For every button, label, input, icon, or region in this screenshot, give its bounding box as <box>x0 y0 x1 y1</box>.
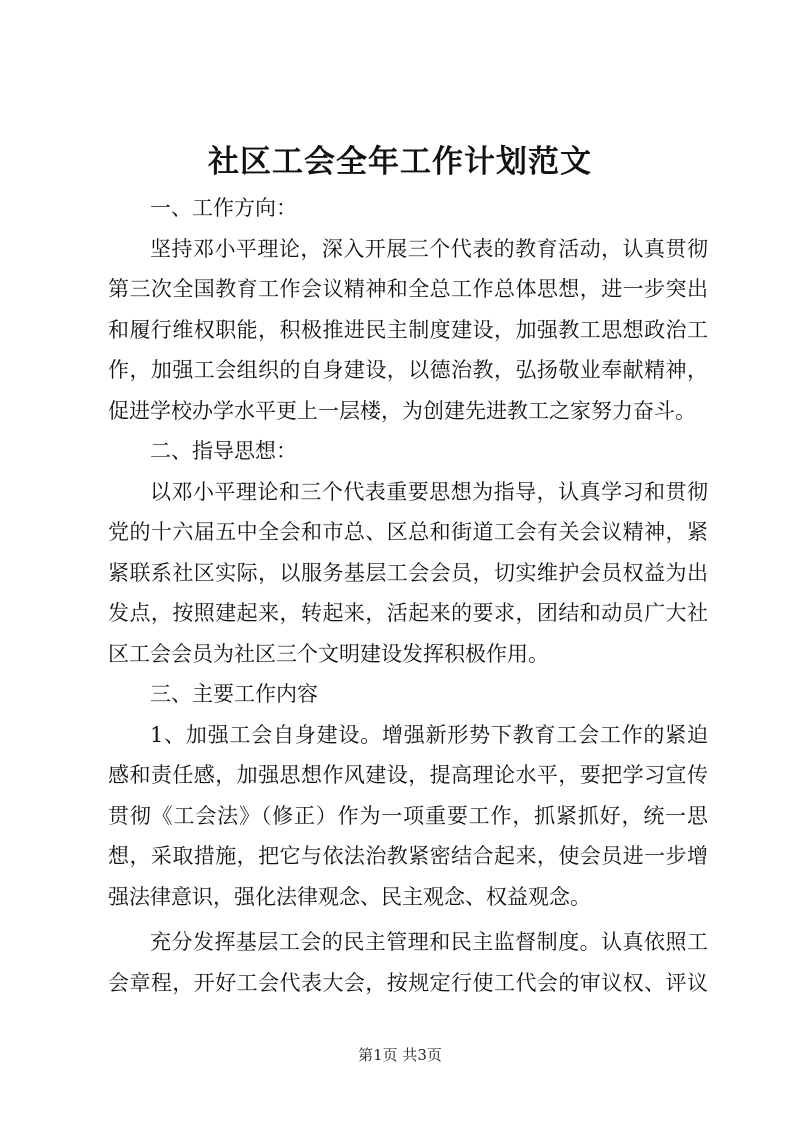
paragraph <box>108 229 708 432</box>
paragraph <box>108 188 708 229</box>
document-title: 社区工会全年工作计划范文 <box>208 144 592 180</box>
paragraph-line: 以邓小平理论和三个代表重要思想为指导，认真学习和贯彻 <box>150 479 708 504</box>
paragraph <box>108 674 708 715</box>
paragraph <box>108 715 708 918</box>
paragraph <box>108 431 708 472</box>
paragraph-line: 和履行维权职能，积极推进民主制度建设，加强教工思想政治工 <box>108 317 708 342</box>
paragraph-line: 会章程，开好工会代表大会，按规定行使工代会的审议权、评议 <box>108 970 708 995</box>
paragraph-line: 充分发挥基层工会的民主管理和民主监督制度。认真依照工 <box>150 930 708 954</box>
paragraph-line: 三、主要工作内容 <box>150 682 318 706</box>
paragraph-line: 贯彻《工会法》（修正）作为一项重要工作，抓紧抓好，统一思 <box>108 803 708 828</box>
page-footer: 第1页 共3页 <box>358 1046 442 1064</box>
paragraph-line: 一、工作方向： <box>150 196 297 220</box>
paragraph-line: 紧联系社区实际，以服务基层工会会员，切实维护会员权益为出 <box>108 560 708 585</box>
paragraph-line: 区工会会员为社区三个文明建设发挥积极作用。 <box>108 641 549 666</box>
paragraph-line: 促进学校办学水平更上一层楼，为创建先进教工之家努力奋斗。 <box>108 398 696 423</box>
paragraph-line: 二、指导思想： <box>150 439 297 463</box>
paragraph-line: 党的十六届五中全会和市总、区总和街道工会有关会议精神，紧 <box>108 520 708 544</box>
paragraph-line: 感和责任感，加强思想作风建设，提高理论水平，要把学习宣传 <box>108 763 708 787</box>
paragraph-line: 第三次全国教育工作会议精神和全总工作总体思想，进一步突出 <box>108 277 708 301</box>
paragraph-line: 作，加强工会组织的自身建设，以德治教，弘扬敬业奉献精神， <box>108 358 708 382</box>
paragraph-line: 发点，按照建起来，转起来，活起来的要求，团结和动员广大社 <box>108 601 708 625</box>
paragraph-line: 坚持邓小平理论，深入开展三个代表的教育活动，认真贯彻 <box>150 236 708 261</box>
paragraph-line: 强法律意识，强化法律观念、民主观念、权益观念。 <box>108 884 591 909</box>
paragraph <box>108 472 708 675</box>
paragraph <box>108 922 708 1003</box>
document-body <box>108 188 708 1003</box>
paragraph-line: 1、加强工会自身建设。增强新形势下教育工会工作的紧迫 <box>150 722 708 747</box>
paragraph-line: 想，采取措施，把它与依法治教紧密结合起来，使会员进一步增 <box>108 844 708 868</box>
